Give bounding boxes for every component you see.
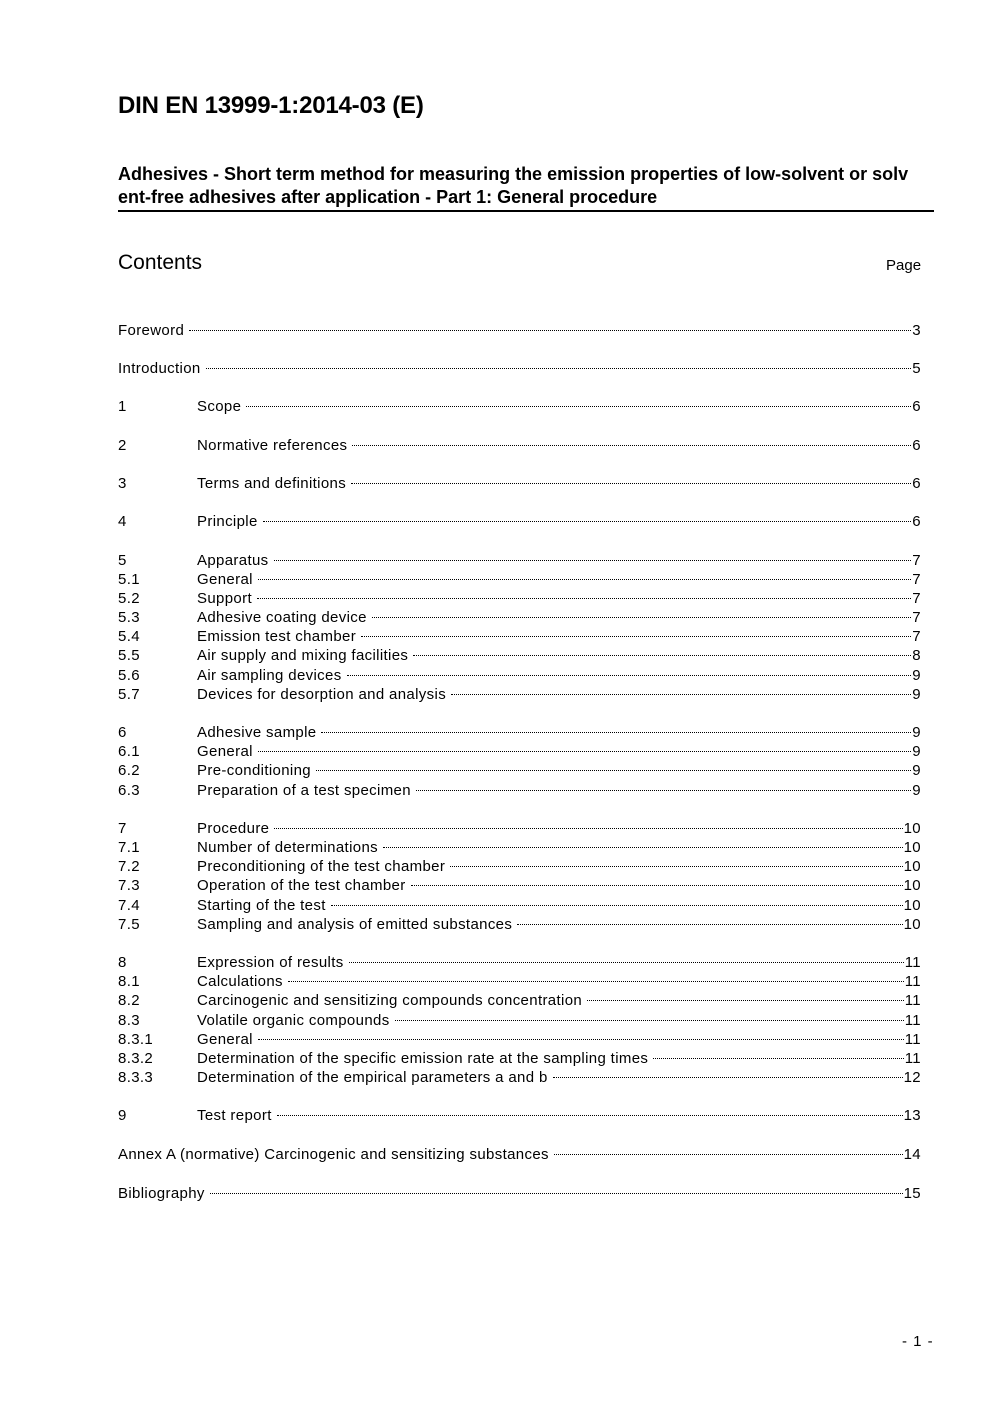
toc-entry[interactable]: [118, 661, 921, 684]
toc-entry-page: 7: [912, 571, 921, 588]
toc-entry[interactable]: [118, 1179, 921, 1202]
toc-entry-title: General: [197, 743, 253, 760]
dot-leader: [258, 737, 911, 756]
toc-entry-title: Adhesive coating device: [197, 609, 367, 626]
toc-entry-number: 5.3: [118, 609, 140, 626]
contents-heading: Contents: [118, 251, 203, 274]
toc-entry-page: 6: [912, 437, 921, 454]
dot-leader: [257, 584, 911, 603]
toc-entry-page: 9: [912, 724, 921, 741]
toc-entry-title: Expression of results: [197, 954, 344, 971]
toc-entry-number: 7.3: [118, 877, 140, 894]
toc-entry-page: 10: [903, 877, 921, 894]
toc-entry-page: 9: [912, 762, 921, 779]
toc-entry[interactable]: [118, 680, 921, 703]
toc-entry-page: 11: [904, 1050, 921, 1067]
toc-entry-number: 8.3.3: [118, 1069, 154, 1086]
toc-entry-title: Procedure: [197, 820, 270, 837]
toc-entry-number: 6.3: [118, 782, 140, 799]
toc-entry-page: 5: [912, 360, 921, 377]
toc-entry-page: 12: [903, 1069, 921, 1086]
toc-entry-title: General: [197, 571, 253, 588]
toc-entry-title: Foreword: [118, 322, 185, 339]
toc-entry-number: 8.3.2: [118, 1050, 154, 1067]
toc-entry-title: General: [197, 1031, 253, 1048]
dot-leader: [416, 776, 911, 795]
toc-entry-page: 6: [912, 398, 921, 415]
toc-entry[interactable]: [118, 718, 921, 741]
page-number: - 1 -: [902, 1333, 934, 1350]
dot-leader: [277, 1101, 903, 1120]
toc-entry[interactable]: [118, 1140, 921, 1163]
dot-leader: [411, 871, 903, 890]
dot-leader: [321, 718, 911, 737]
dot-leader: [347, 661, 912, 680]
toc-entry-page: 10: [903, 820, 921, 837]
toc-entry-number: 3: [118, 475, 127, 492]
toc-entry-number: 6: [118, 724, 127, 741]
toc-entry-title: Volatile organic compounds: [197, 1012, 390, 1029]
toc-entry-title: Adhesive sample: [197, 724, 317, 741]
toc-entry-page: 11: [904, 1012, 921, 1029]
toc-entry-number: 8.3: [118, 1012, 140, 1029]
toc-entry-number: 5.1: [118, 571, 140, 588]
toc-entry-title: Preconditioning of the test chamber: [197, 858, 446, 875]
toc-entry[interactable]: [118, 431, 921, 454]
toc-entry-number: 8.2: [118, 992, 140, 1009]
toc-entry-title: Determination of the empirical parameters a and b: [197, 1069, 548, 1086]
toc-entry-title: Introduction: [118, 360, 201, 377]
dot-leader: [554, 1140, 903, 1159]
toc-entry[interactable]: [118, 891, 921, 914]
toc-entry[interactable]: [118, 1044, 921, 1067]
toc-entry-page: 10: [903, 916, 921, 933]
toc-entry-page: 11: [904, 1031, 921, 1048]
toc-entry[interactable]: [118, 776, 921, 799]
toc-entry-title: Sampling and analysis of emitted substances: [197, 916, 513, 933]
toc-entry-title: Number of determinations: [197, 839, 378, 856]
dot-leader: [450, 852, 902, 871]
toc-entry-title: Preparation of a test specimen: [197, 782, 411, 799]
toc-entry-title: Annex A (normative) Carcinogenic and sensitizing substances: [118, 1146, 549, 1163]
toc-entry-page: 11: [904, 973, 921, 990]
toc-entry-page: 7: [912, 590, 921, 607]
dot-leader: [263, 507, 912, 526]
toc-entry-number: 7.4: [118, 897, 140, 914]
dot-leader: [653, 1044, 903, 1063]
toc-entry-number: 8.3.1: [118, 1031, 154, 1048]
toc-entry[interactable]: [118, 833, 921, 856]
dot-leader: [246, 392, 911, 411]
dot-leader: [206, 354, 912, 373]
toc-entry-page: 7: [912, 552, 921, 569]
toc-entry[interactable]: [118, 814, 921, 837]
toc-entry-title: Emission test chamber: [197, 628, 357, 645]
dot-leader: [351, 469, 911, 488]
dot-leader: [383, 833, 903, 852]
toc-entry-title: Devices for desorption and analysis: [197, 686, 447, 703]
toc-entry-number: 2: [118, 437, 127, 454]
toc-entry-page: 3: [912, 322, 921, 339]
toc-entry[interactable]: [118, 507, 921, 530]
toc-entry[interactable]: [118, 737, 921, 760]
toc-entry-page: 8: [912, 647, 921, 664]
document-subtitle: Adhesives - Short term method for measuring the emission properties of low-solvent or solv ent-free adhesives after application - Part 1: General procedure: [118, 164, 909, 207]
toc-entry[interactable]: [118, 546, 921, 569]
dot-leader: [288, 967, 904, 986]
toc-entry[interactable]: [118, 1101, 921, 1124]
toc-entry[interactable]: [118, 565, 921, 588]
toc-entry-number: 1: [118, 398, 127, 415]
dot-leader: [361, 622, 911, 641]
document-id: DIN EN 13999-1:2014-03 (E): [118, 92, 424, 119]
toc-entry-title: Determination of the specific emission rate at the sampling times: [197, 1050, 649, 1067]
toc-entry-number: 9: [118, 1107, 127, 1124]
toc-entry-page: 7: [912, 628, 921, 645]
dot-leader: [316, 756, 911, 775]
dot-leader: [258, 565, 911, 584]
toc-entry-page: 9: [912, 743, 921, 760]
toc-entry-title: Pre-conditioning: [197, 762, 311, 779]
dot-leader: [189, 316, 911, 335]
toc-entry-number: 5.6: [118, 667, 140, 684]
dot-leader: [274, 814, 902, 833]
toc-entry-page: 6: [912, 513, 921, 530]
dot-leader: [587, 986, 904, 1005]
dot-leader: [553, 1063, 903, 1082]
toc-entry-page: 10: [903, 858, 921, 875]
toc-entry-title: Bibliography: [118, 1185, 205, 1202]
toc-entry[interactable]: [118, 910, 921, 933]
toc-entry-title: Support: [197, 590, 252, 607]
toc-entry-title: Apparatus: [197, 552, 269, 569]
toc-entry-title: Principle: [197, 513, 258, 530]
toc-entry[interactable]: [118, 316, 921, 339]
toc-entry[interactable]: [118, 641, 921, 664]
toc-entry-number: 8.1: [118, 973, 140, 990]
toc-entry-number: 7.5: [118, 916, 140, 933]
toc-entry-title: Calculations: [197, 973, 283, 990]
toc-entry-title: Scope: [197, 398, 242, 415]
toc-entry-title: Operation of the test chamber: [197, 877, 406, 894]
dot-leader: [331, 891, 903, 910]
toc-entry[interactable]: [118, 756, 921, 779]
dot-leader: [349, 948, 904, 967]
toc-entry-page: 15: [903, 1185, 921, 1202]
toc-entry-title: Air supply and mixing facilities: [197, 647, 409, 664]
title-rule: [118, 210, 934, 212]
toc-entry-page: 9: [912, 667, 921, 684]
toc-entry[interactable]: [118, 469, 921, 492]
toc-entry-page: 7: [912, 609, 921, 626]
toc-entry-title: Terms and definitions: [197, 475, 347, 492]
toc-entry-number: 6.1: [118, 743, 140, 760]
toc-entry[interactable]: [118, 852, 921, 875]
toc-entry-page: 13: [903, 1107, 921, 1124]
toc-entry[interactable]: [118, 392, 921, 415]
toc-entry[interactable]: [118, 967, 921, 990]
toc-entry[interactable]: [118, 1006, 921, 1029]
toc-entry-page: 10: [903, 897, 921, 914]
toc-entry-number: 5.5: [118, 647, 140, 664]
dot-leader: [395, 1006, 904, 1025]
toc-entry-page: 11: [904, 954, 921, 971]
toc-entry-number: 5.4: [118, 628, 140, 645]
toc-entry[interactable]: [118, 603, 921, 626]
toc-entry[interactable]: [118, 354, 921, 377]
toc-entry[interactable]: [118, 871, 921, 894]
dot-leader: [451, 680, 911, 699]
toc-entry-number: 6.2: [118, 762, 140, 779]
toc-entry-title: Starting of the test: [197, 897, 326, 914]
dot-leader: [274, 546, 912, 565]
toc-entry[interactable]: [118, 622, 921, 645]
toc-entry[interactable]: [118, 948, 921, 971]
toc-entry-title: Test report: [197, 1107, 272, 1124]
dot-leader: [258, 1025, 904, 1044]
toc-entry-page: 14: [903, 1146, 921, 1163]
toc-entry-number: 5.2: [118, 590, 140, 607]
toc-entry-title: Carcinogenic and sensitizing compounds concentration: [197, 992, 583, 1009]
toc-entry-number: 8: [118, 954, 127, 971]
toc-entry-page: 10: [903, 839, 921, 856]
dot-leader: [517, 910, 902, 929]
toc-entry[interactable]: [118, 1025, 921, 1048]
toc-entry-number: 7.2: [118, 858, 140, 875]
toc-entry[interactable]: [118, 584, 921, 607]
dot-leader: [413, 641, 911, 660]
page-column-heading: Page: [886, 257, 922, 274]
dot-leader: [372, 603, 911, 622]
toc-entry-number: 7: [118, 820, 127, 837]
dot-leader: [210, 1179, 903, 1198]
dot-leader: [352, 431, 911, 450]
toc-entry-number: 7.1: [118, 839, 140, 856]
toc-entry[interactable]: [118, 1063, 921, 1086]
toc-entry-number: 4: [118, 513, 127, 530]
toc-entry-page: 11: [904, 992, 921, 1009]
toc-entry-number: 5.7: [118, 686, 140, 703]
toc-entry-title: Air sampling devices: [197, 667, 342, 684]
toc-entry[interactable]: [118, 986, 921, 1009]
toc-entry-page: 9: [912, 782, 921, 799]
toc-entry-page: 6: [912, 475, 921, 492]
toc-entry-page: 9: [912, 686, 921, 703]
toc-entry-number: 5: [118, 552, 127, 569]
toc-entry-title: Normative references: [197, 437, 348, 454]
